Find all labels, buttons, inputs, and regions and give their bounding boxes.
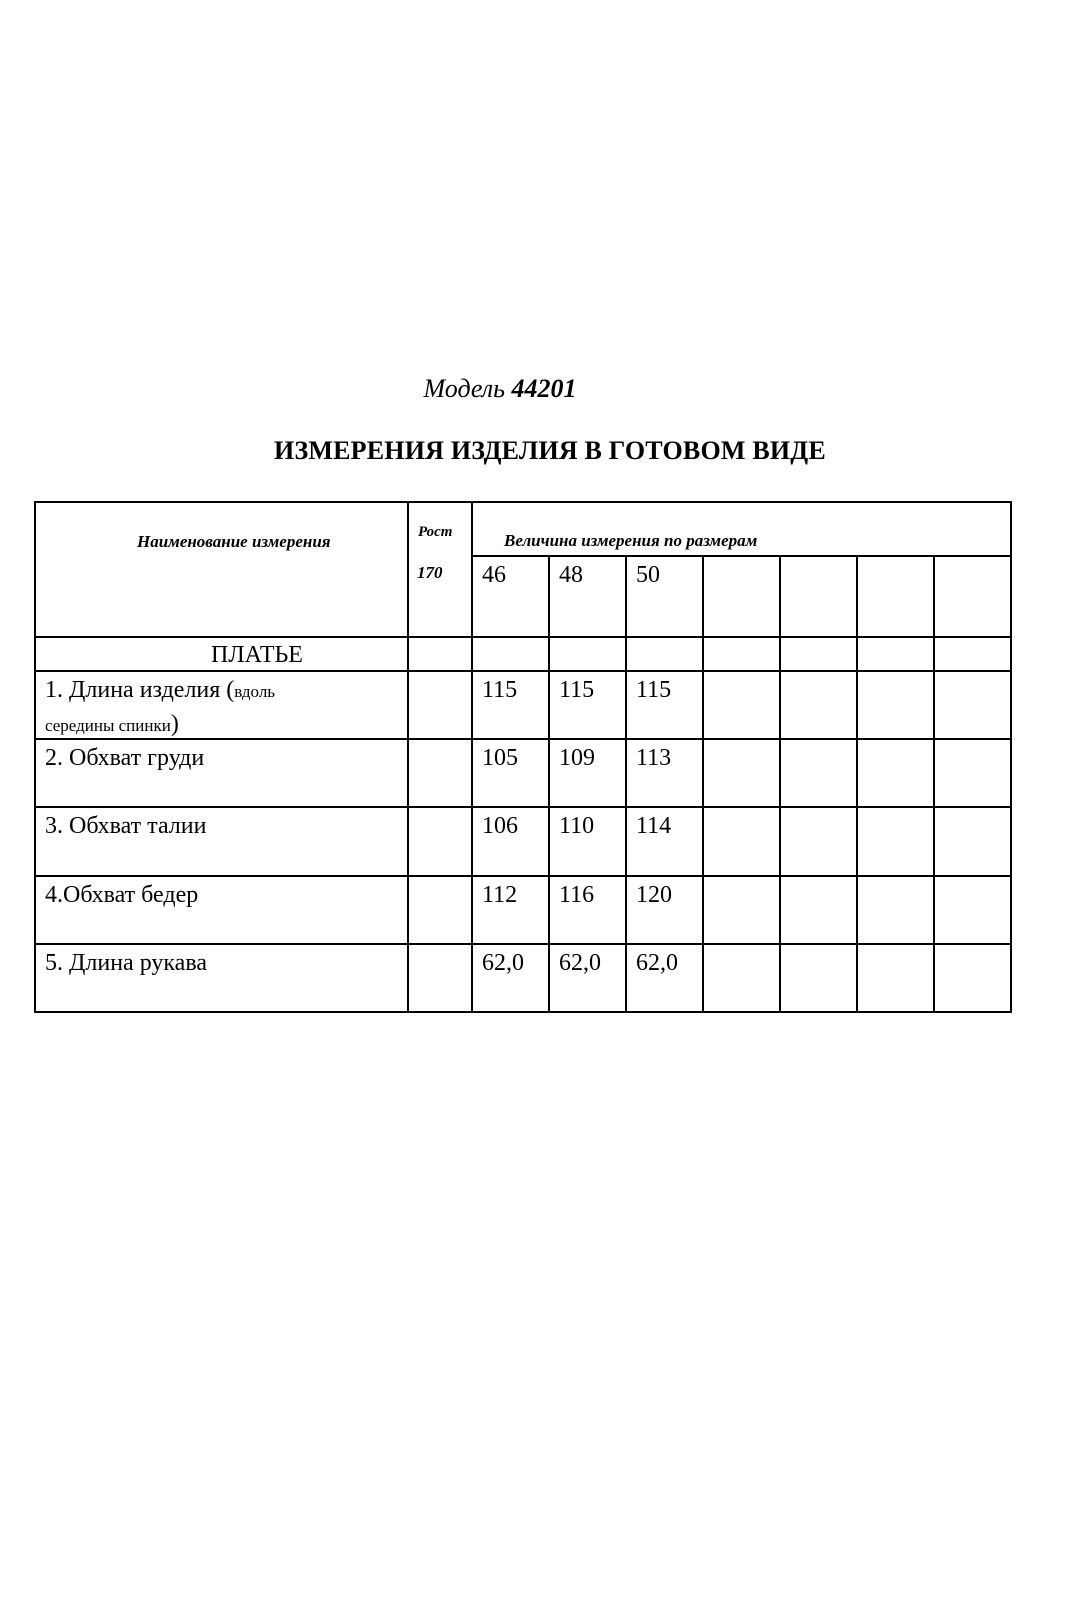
row-2-value-48: 109 (559, 745, 595, 771)
row-1-note-b: середины спинки (45, 716, 171, 735)
row-3-name: 3. Обхват талии (45, 813, 207, 839)
row-4-value-50: 120 (636, 882, 672, 908)
table-rule (34, 636, 1012, 638)
row-5-name: 5. Длина рукава (45, 950, 207, 976)
table-rule (34, 875, 1012, 877)
table-rule (34, 1011, 1012, 1013)
row-1-note-close: ) (170, 711, 179, 737)
table-rule (779, 555, 781, 1013)
model-prefix: Модель (423, 374, 505, 403)
height-value: 170 (417, 563, 443, 582)
name-column-header: Наименование измерения (137, 532, 331, 551)
height-header: Рост (418, 524, 453, 540)
table-rule (1010, 501, 1012, 1013)
row-5-value-46: 62,0 (482, 950, 524, 976)
row-4-value-46: 112 (482, 882, 518, 908)
table-rule (407, 501, 409, 1013)
row-3-value-50: 114 (636, 813, 672, 839)
measurements-table (34, 501, 1012, 1013)
size-48: 48 (559, 562, 583, 588)
table-rule (34, 806, 1012, 808)
row-4-name: 4.Обхват бедер (45, 882, 199, 908)
row-1-name (45, 676, 275, 706)
row-1-value-50: 115 (636, 677, 672, 703)
row-3-value-46: 106 (482, 813, 518, 839)
model-line (0, 374, 1000, 404)
row-5-value-48: 62,0 (559, 950, 601, 976)
size-46: 46 (482, 562, 506, 588)
table-rule (856, 555, 858, 1013)
row-3-value-48: 110 (559, 813, 595, 839)
table-rule (34, 670, 1012, 672)
table-rule (34, 738, 1012, 740)
table-rule (472, 555, 1012, 557)
table-rule (702, 555, 704, 1013)
row-5-value-50: 62,0 (636, 950, 678, 976)
table-rule (471, 501, 473, 1013)
table-rule (933, 555, 935, 1013)
model-number: 44201 (511, 374, 577, 403)
sizes-header: Величина измерения по размерам (504, 531, 758, 550)
row-1-note-a: вдоль (234, 682, 276, 701)
row-2-name: 2. Обхват груди (45, 745, 205, 771)
table-rule (548, 555, 550, 1013)
row-2-value-46: 105 (482, 745, 518, 771)
table-rule (625, 555, 627, 1013)
section-dress: ПЛАТЬЕ (211, 642, 303, 668)
row-1-value-46: 115 (482, 677, 518, 703)
row-1-label: 1. Длина изделия ( (45, 677, 235, 703)
row-4-value-48: 116 (559, 882, 595, 908)
row-2-value-50: 113 (636, 745, 672, 771)
table-rule (34, 501, 1012, 503)
row-1-name-cont (45, 710, 179, 740)
size-50: 50 (636, 562, 660, 588)
document-title: ИЗМЕРЕНИЯ ИЗДЕЛИЯ В ГОТОВОМ ВИДЕ (274, 436, 826, 465)
row-1-value-48: 115 (559, 677, 595, 703)
table-rule (34, 501, 36, 1013)
table-rule (34, 943, 1012, 945)
